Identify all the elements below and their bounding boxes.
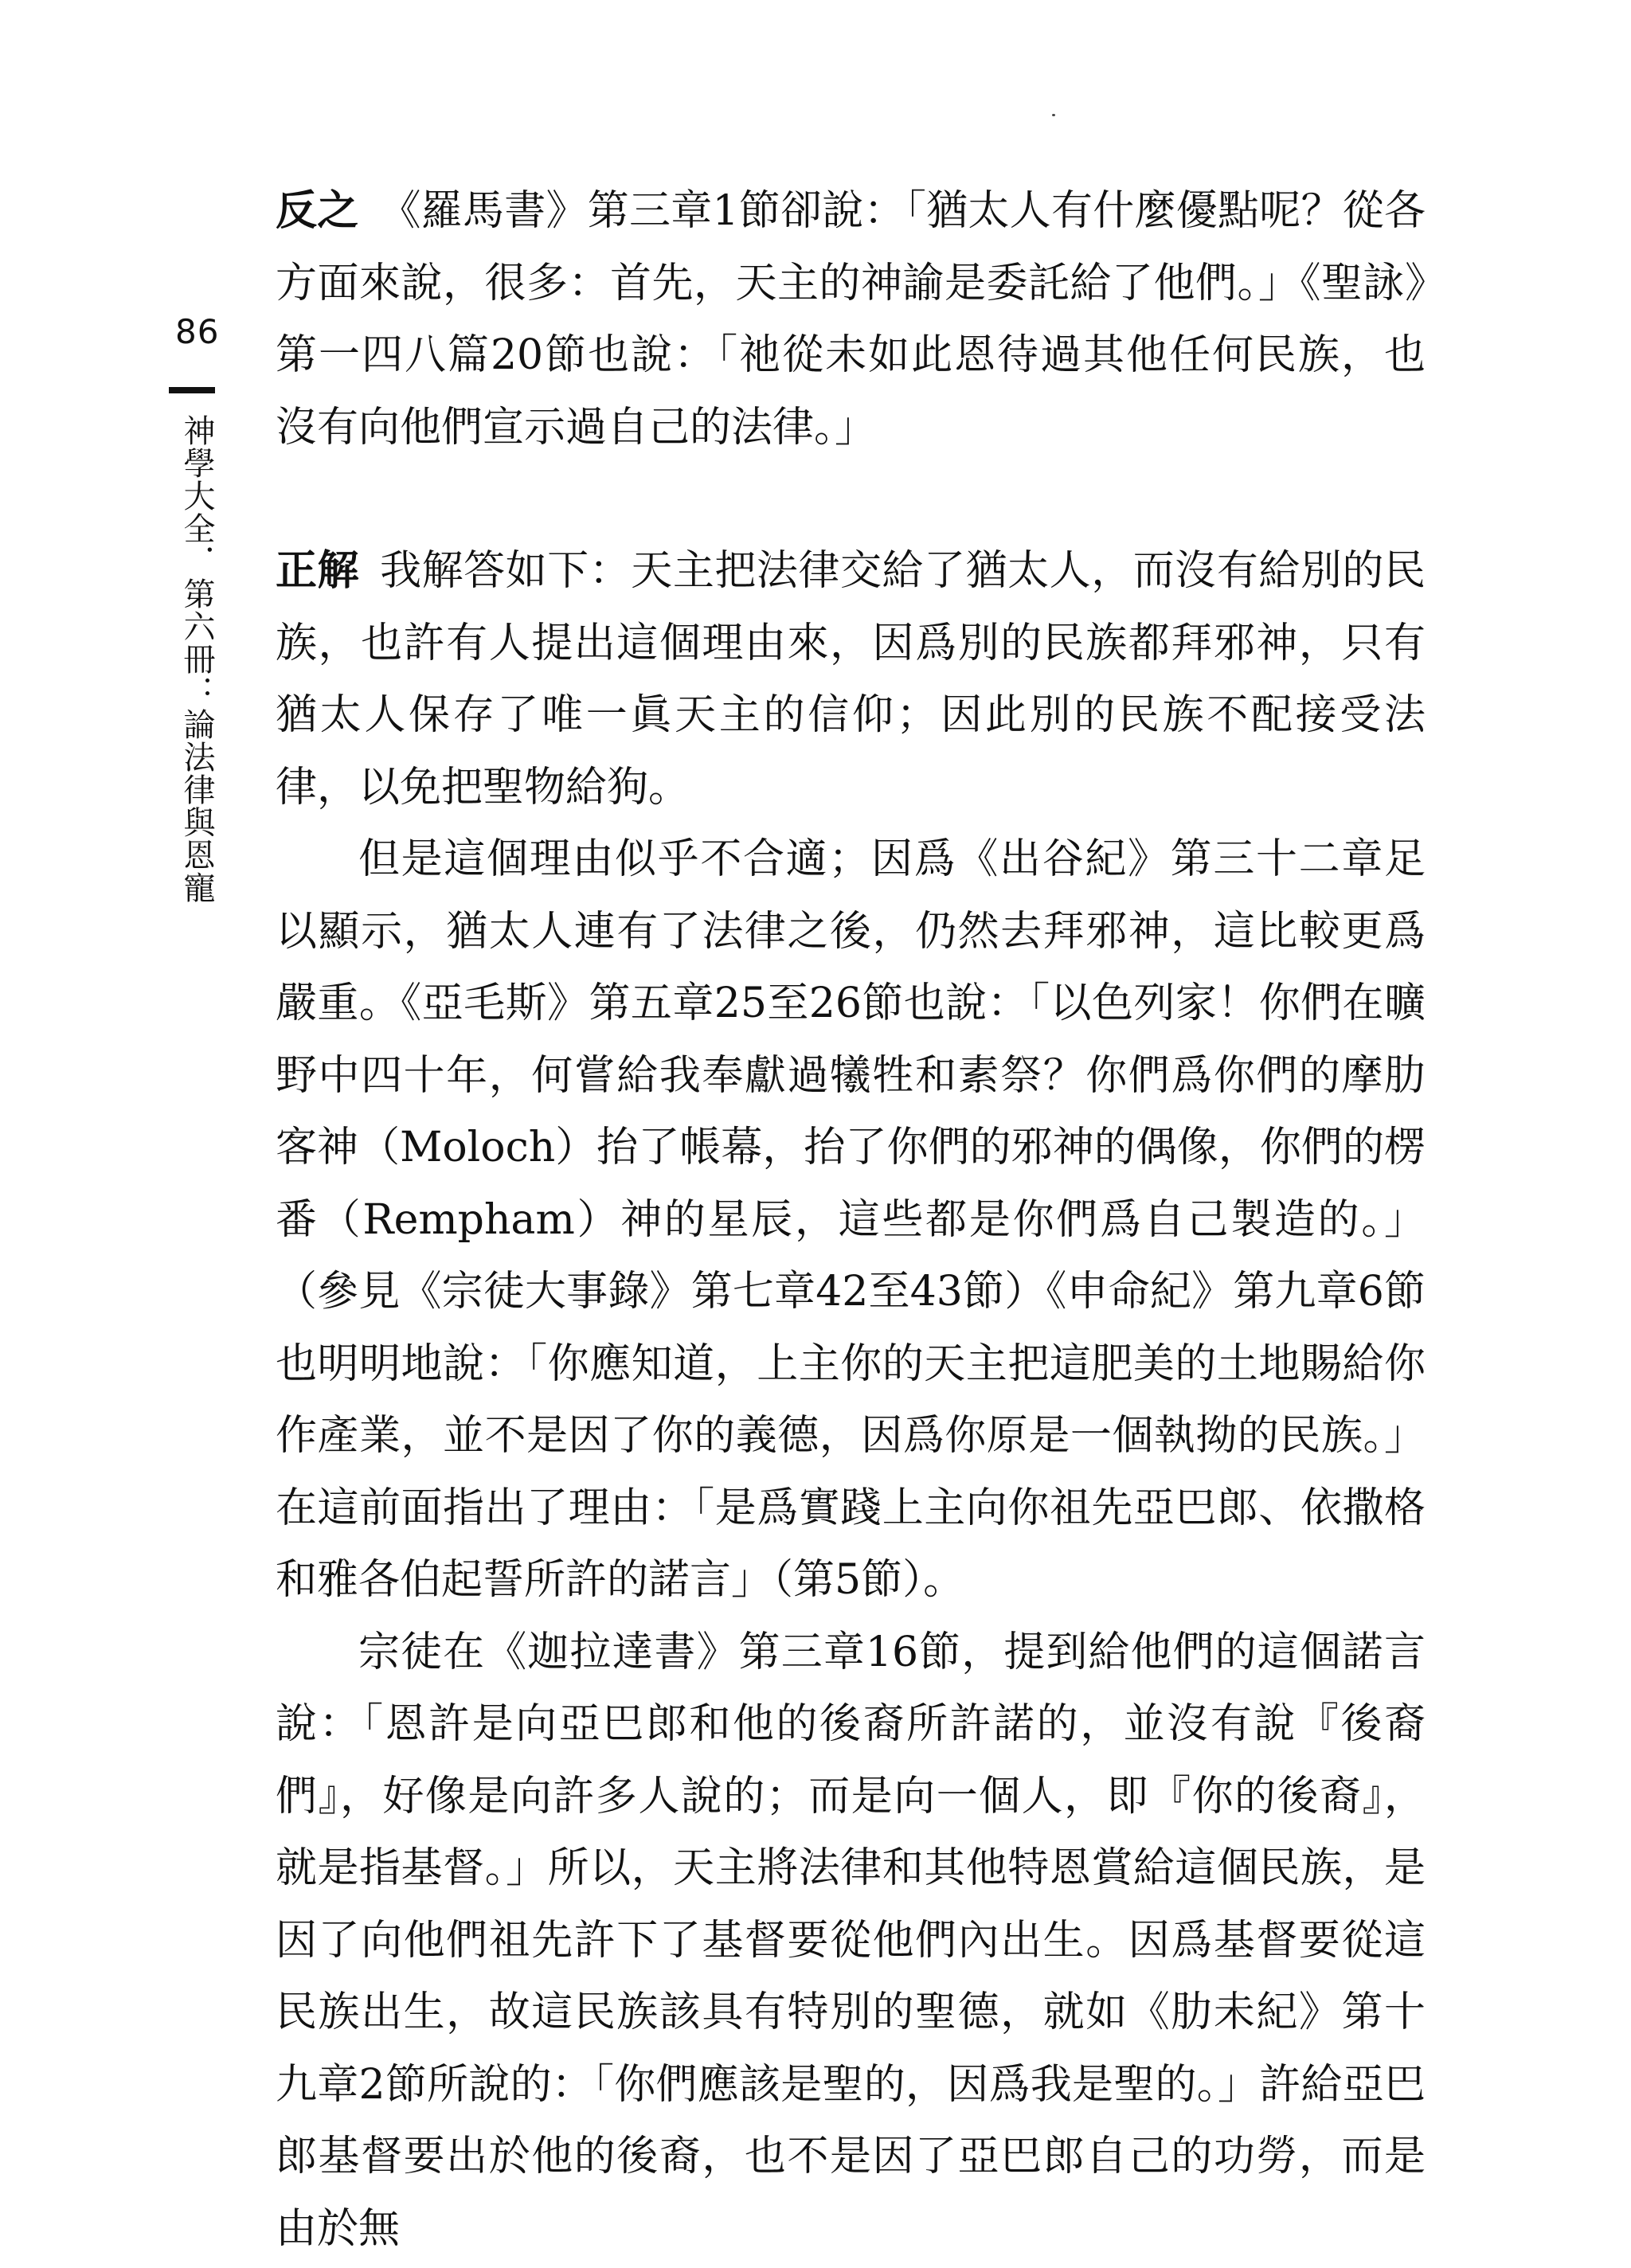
paragraph-lead-answer: 正解 <box>276 547 360 595</box>
paragraph-gap <box>276 463 1426 535</box>
paragraph-text: 《羅馬書》第三章1節卻說：「猶太人有什麼優點呢？從各方面來說，很多：首先，天主的神諭是委託給了他們。」《聖詠》第一四八篇20節也說：「祂從未如此恩待過其他任何民族，也沒有向他們宣示過自己的法律。」 <box>276 187 1426 452</box>
print-speck <box>1052 114 1055 116</box>
paragraph-lead-contra: 反之 <box>276 187 359 235</box>
running-head: 神學大全．第六冊：論法律與恩寵 <box>178 414 215 904</box>
answer-paragraph <box>276 535 1426 823</box>
paragraph-text: 我解答如下：天主把法律交給了猶太人，而沒有給別的民族，也許有人提出這個理由來，因爲別的民族都拜邪神，只有猶太人保存了唯一眞天主的信仰；因此別的民族不配接受法律，以免把聖物給狗。 <box>276 547 1426 811</box>
body-paragraph: 但是這個理由似乎不合適；因爲《出谷紀》第三十二章足以顯示，猶太人連有了法律之後，仍然去拜邪神，這比較更爲嚴重。《亞毛斯》第五章25至26節也說：「以色列家！你們在曠野中四十年，何嘗給我奉獻過犧牲和素祭？你們爲你們的摩肋客神（Moloch）抬了帳幕，抬了你們的邪神的偶像，你們的楞番（Rempham）神的星辰，這些都是你們爲自己製造的。」（參見《宗徒大事錄》第七章42至43節）《申命紀》第九章6節也明明地說：「你應知道，上主你的天主把這肥美的土地賜給你作產業，並不是因了你的義德，因爲你原是一個執拗的民族。」在這前面指出了理由：「是爲實踐上主向你祖先亞巴郎、依撒格和雅各伯起誓所許的諾言」（第5節）。 <box>276 835 1426 1604</box>
body-text <box>276 175 1426 2265</box>
margin-rule <box>169 387 215 393</box>
body-paragraph: 宗徒在《迦拉達書》第三章16節，提到給他們的這個諾言說：「恩許是向亞巴郎和他的後裔所許諾的，並沒有說『後裔們』，好像是向許多人說的；而是向一個人，即『你的後裔』，就是指基督。」所以，天主將法律和其他特恩賞給這個民族，是因了向他們祖先許下了基督要從他們內出生。因爲基督要從這民族出生，故這民族該具有特別的聖德，就如《肋未紀》第十九章2節所說的：「你們應該是聖的，因爲我是聖的。」許給亞巴郎基督要出於他的後裔，也不是因了亞巴郎自己的功勞，而是由於無 <box>276 1628 1426 2253</box>
objection-paragraph <box>276 175 1426 463</box>
page-number: 86 <box>175 312 220 351</box>
